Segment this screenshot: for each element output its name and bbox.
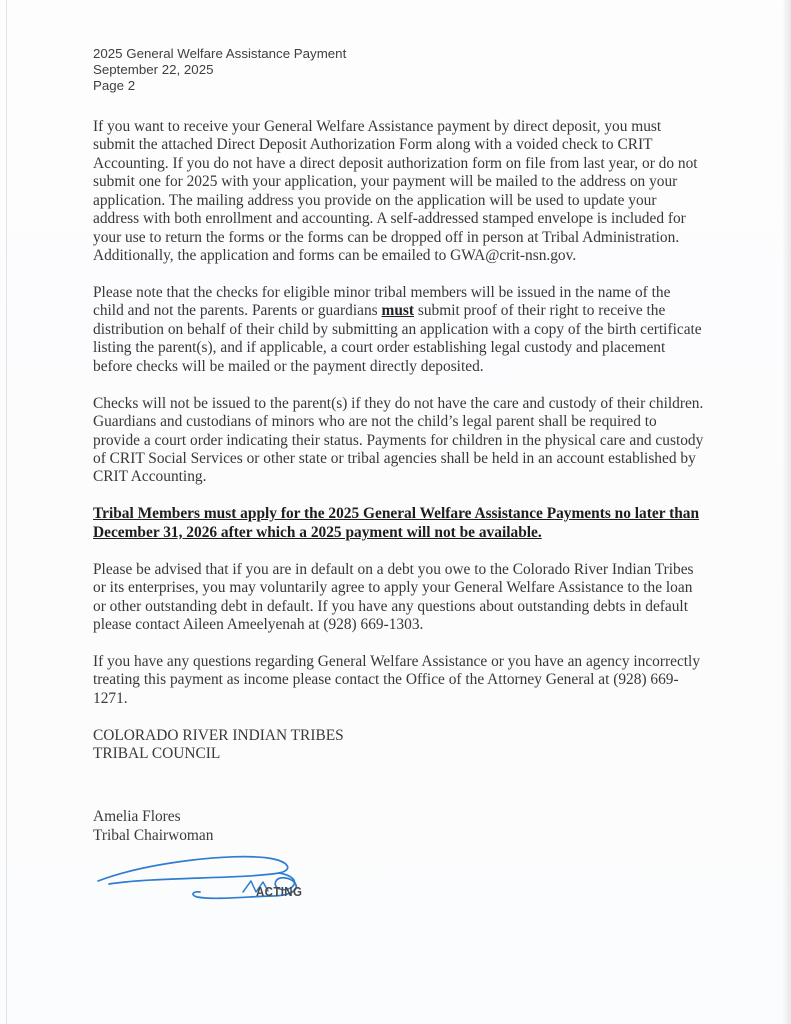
signer-block <box>93 808 705 845</box>
closing-organization: COLORADO RIVER INDIAN TRIBES <box>93 726 344 744</box>
paragraph-minor-members <box>93 284 705 376</box>
letter-content <box>93 46 705 920</box>
letter-header <box>93 46 705 94</box>
deadline-notice: Tribal Members must apply for the 2025 General Welfare Assistance Payments no later than December 31, 2026 after which a 2025 payment will not be available. <box>93 505 700 541</box>
paragraph-minor-members-lead: Please note that the checks for eligible minor tribal members will be issued in the name of the child and not the parents. Parents or guardians <box>93 284 671 320</box>
signature-ink-icon <box>93 850 325 914</box>
paragraph-debt-default: Please be advised that if you are in default on a debt you owe to the Colorado River Indian Tribes or its enterprises, you may voluntarily agree to apply your General Welfare Assistance to the loan or other outstanding debt in default. If you have any questions about outstanding debts in default please contact Aileen Ameelyenah at (928) 669-1303. <box>93 560 694 633</box>
page-scan-edge-left <box>6 0 7 1024</box>
acting-stamp: ACTING <box>256 885 303 900</box>
paragraph-questions: If you have any questions regarding General Welfare Assistance or you have an agency incorrectly treating this payment as income please contact the Office of the Attorney General at (928) 669-1271. <box>93 652 701 707</box>
signature-stroke-main <box>98 857 288 884</box>
header-date: September 22, 2025 <box>93 62 214 77</box>
signer-title: Tribal Chairwoman <box>93 826 214 844</box>
paragraph-direct-deposit: If you want to receive your General Welfare Assistance payment by direct deposit, you must submit the attached Direct Deposit Authorization Form along with a voided check to CRIT Accounting. If you do not have a direct deposit authorization form on file from last year, or do not submit one for 2025 with your application, your payment will be mailed to the address on your application. The mailing address you provide on the application will be used to update your address with both enrollment and accounting. A self-addressed stamped envelope is included for your use to return the forms or the forms can be dropped off in person at Tribal Administration. Additionally, the application and forms can be emailed to GWA@crit-nsn.gov. <box>93 118 698 265</box>
page-scan-edge-shadow <box>782 0 791 1024</box>
paragraph-custody: Checks will not be issued to the parent(s) if they do not have the care and custody of their children. Guardians and custodians of minors who are not the child’s legal parent shall be required to provide a court order indicating their status. Payments for children in the physical care and custody of CRIT Social Services or other state or tribal agencies shall be held in an account established by CRIT Accounting. <box>93 394 704 486</box>
closing-block <box>93 727 705 764</box>
signature-block <box>93 850 413 920</box>
header-page-number: Page 2 <box>93 78 136 93</box>
paragraph-minor-members-rest: submit proof of their right to receive the distribution on behalf of their child by submitting an application with a copy of the birth certificate listing the parent(s), and if applicable, a court order establishing legal custody and placement before checks will be mailed or the payment directly deposited. <box>93 302 702 375</box>
header-subject: 2025 General Welfare Assistance Payment <box>93 46 347 61</box>
must-emphasis: must <box>381 302 414 320</box>
signer-name: Amelia Flores <box>93 808 181 826</box>
closing-body: TRIBAL COUNCIL <box>93 745 221 763</box>
